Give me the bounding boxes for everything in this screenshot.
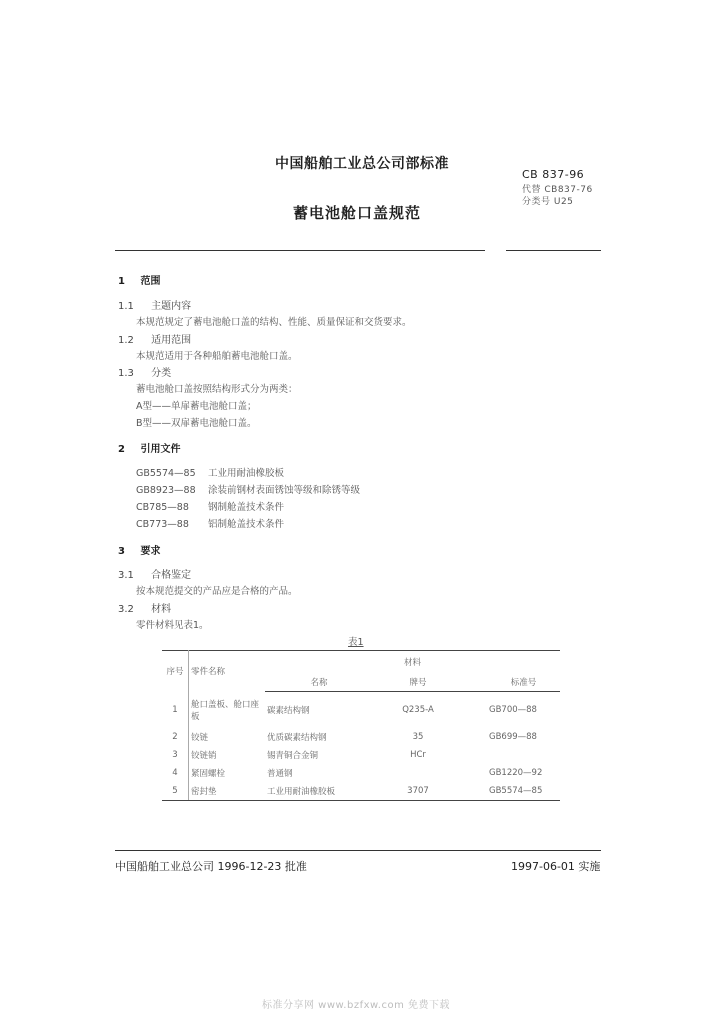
- table-row: [162, 728, 560, 746]
- cell-name: 普通钢: [267, 768, 293, 779]
- item-3-2-text: 零件材料见表1。: [136, 620, 209, 631]
- reference-item: [136, 465, 284, 479]
- item-title: 材料: [151, 604, 172, 615]
- header-rule-right: [506, 250, 601, 251]
- reference-title: 钢制舱盖技术条件: [208, 502, 285, 513]
- watermark: 标准分享网 www.bzfxw.com 免费下载: [262, 1000, 450, 1011]
- type-a-line: A型——单扉蓄电池舱口盖；: [136, 401, 257, 412]
- reference-code: GB5574—85: [136, 468, 196, 479]
- org-title: 中国船舶工业总公司部标准: [275, 156, 449, 172]
- item-title: 合格鉴定: [151, 570, 192, 581]
- section-number: 2: [118, 444, 125, 455]
- section-1-heading: [118, 272, 160, 287]
- classification-number: 分类号 U25: [522, 197, 574, 207]
- cell-no: 2: [162, 728, 189, 746]
- header-standard: 标准号: [463, 673, 560, 692]
- item-number: 1.3: [118, 368, 134, 379]
- cell-standard: GB699—88: [489, 731, 537, 742]
- cell-no: 5: [162, 782, 189, 801]
- cell-no: 3: [162, 746, 189, 764]
- section-title: 要求: [140, 546, 161, 557]
- cell-part: 铰链: [191, 732, 209, 743]
- header-grade: 牌号: [373, 673, 463, 692]
- materials-table: [162, 650, 560, 801]
- section-number: 1: [118, 276, 125, 287]
- cell-no: 1: [162, 692, 189, 728]
- cell-name: 工业用耐油橡胶板: [265, 782, 373, 801]
- table-row: [162, 764, 560, 782]
- item-3-1-text: 按本规范提交的产品应是合格的产品。: [136, 586, 298, 597]
- cell-standard: GB700—88: [489, 704, 537, 715]
- standard-code: CB 837-96: [522, 168, 585, 181]
- item-1-2-text: 本规范适用于各种船舶蓄电池舱口盖。: [136, 351, 298, 362]
- item-number: 3.1: [118, 570, 134, 581]
- item-number: 1.2: [118, 335, 134, 346]
- replaces-code: 代替 CB837-76: [522, 185, 593, 195]
- approval-line: 中国船舶工业总公司 1996-12-23 批准: [115, 860, 307, 873]
- cell-name: 锡青铜合金铜: [267, 750, 319, 761]
- table-header-row: [162, 651, 560, 674]
- document-title: 蓄电池舱口盖规范: [293, 204, 422, 222]
- table-row: [162, 782, 560, 801]
- table-caption: 表1: [348, 637, 364, 648]
- cell-grade: [373, 764, 463, 782]
- cell-standard: GB5574—85: [463, 782, 560, 801]
- item-title: 主题内容: [151, 301, 192, 312]
- reference-item: [136, 482, 360, 496]
- reference-title: 铝制舱盖技术条件: [208, 519, 285, 530]
- reference-code: GB8923—88: [136, 485, 196, 496]
- cell-grade: HCr: [410, 749, 426, 760]
- reference-title: 工业用耐油橡胶板: [208, 468, 285, 479]
- cell-part: 紧固螺栓: [191, 768, 226, 779]
- item-3-1-heading: [118, 566, 191, 581]
- cell-standard: [463, 746, 560, 764]
- reference-code: CB773—88: [136, 519, 189, 530]
- cell-grade: Q235-A: [402, 704, 434, 715]
- cell-standard: GB1220—92: [489, 767, 543, 778]
- section-3-heading: [118, 542, 160, 557]
- header-rule-left: [115, 250, 485, 251]
- cell-name: 碳素结构钢: [267, 705, 310, 716]
- section-title: 范围: [140, 276, 161, 287]
- cell-part: 铰链销: [191, 750, 217, 761]
- cell-name: 优质碳素结构钢: [267, 732, 327, 743]
- footer-rule: [115, 850, 601, 851]
- item-1-3-heading: [118, 364, 171, 379]
- item-3-2-heading: [118, 600, 171, 615]
- item-1-1-text: 本规范规定了蓄电池舱口盖的结构、性能、质量保证和交货要求。: [136, 317, 412, 328]
- header-name: 名称: [265, 673, 373, 692]
- cell-part: 舱口盖板、舱口座板: [191, 699, 260, 722]
- type-b-line: B型——双扉蓄电池舱口盖。: [136, 418, 257, 429]
- header-material: 材料: [265, 651, 560, 674]
- cell-grade: 35: [412, 731, 424, 742]
- item-title: 分类: [151, 368, 172, 379]
- table-row: [162, 746, 560, 764]
- item-1-1-heading: [118, 297, 191, 312]
- reference-item: [136, 516, 284, 530]
- cell-no: 4: [162, 764, 189, 782]
- section-number: 3: [118, 546, 125, 557]
- cell-grade: 3707: [373, 782, 463, 801]
- item-1-3-text: 蓄电池舱口盖按照结构形式分为两类：: [136, 384, 298, 395]
- header-no: 序号: [162, 651, 189, 692]
- reference-code: CB785—88: [136, 502, 189, 513]
- effective-date: 1997-06-01 实施: [511, 860, 601, 873]
- item-number: 3.2: [118, 604, 134, 615]
- table-row: [162, 692, 560, 728]
- item-1-2-heading: [118, 331, 191, 346]
- cell-part: 密封垫: [189, 782, 266, 801]
- section-2-heading: [118, 440, 180, 455]
- reference-item: [136, 499, 284, 513]
- item-title: 适用范围: [151, 335, 192, 346]
- reference-title: 涂装前钢材表面锈蚀等级和除锈等级: [208, 485, 361, 496]
- section-title: 引用文件: [140, 444, 181, 455]
- item-number: 1.1: [118, 301, 134, 312]
- header-part: 零件名称: [189, 651, 266, 692]
